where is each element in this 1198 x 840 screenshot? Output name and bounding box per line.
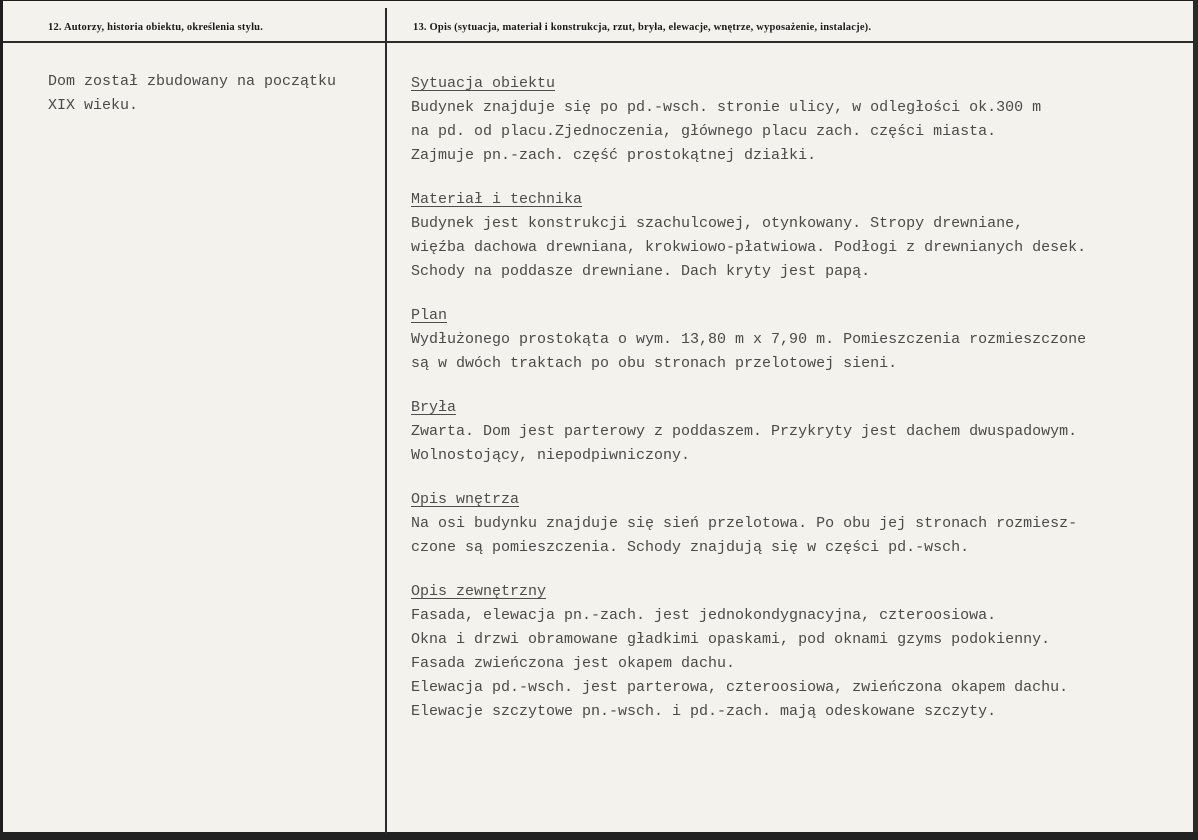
scan-edge-left — [0, 0, 3, 840]
section-line: więźba dachowa drewniana, krokwiowo-płatwiowa. Podłogi z drewnianych desek. — [411, 239, 1087, 256]
field-12-line: Dom został zbudowany na początku — [48, 73, 337, 90]
section-line: są w dwóch traktach po obu stronach przelotowej sieni. — [411, 355, 898, 372]
section-plan — [411, 304, 1191, 376]
section-mass — [411, 396, 1191, 468]
field-13-heading: 13. Opis (sytuacja, materiał i konstrukcja, rzut, bryła, elewacje, wnętrze, wyposażenie, instalacje). — [413, 22, 872, 33]
section-heading: Sytuacja obiektu — [411, 75, 556, 92]
section-line: Fasada, elewacja pn.-zach. jest jednokondygnacyjna, czteroosiowa. — [411, 607, 997, 624]
section-line: Elewacje szczytowe pn.-wsch. i pd.-zach. mają odeskowane szczyty. — [411, 703, 997, 720]
section-line: Elewacja pd.-wsch. jest parterowa, czteroosiowa, zwieńczona okapem dachu. — [411, 679, 1069, 696]
section-line: Wolnostojący, niepodpiwniczony. — [411, 447, 691, 464]
section-heading: Bryła — [411, 399, 457, 416]
section-line: Na osi budynku znajduje się sień przelotowa. Po obu jej stronach rozmiesz- — [411, 515, 1078, 532]
section-situation — [411, 72, 1191, 168]
section-line: na pd. od placu.Zjednoczenia, głównego placu zach. części miasta. — [411, 123, 997, 140]
field-12-text — [48, 70, 336, 118]
field-12-line: XIX wieku. — [48, 97, 139, 114]
section-line: Schody na poddasze drewniane. Dach kryty jest papą. — [411, 263, 871, 280]
section-line: Okna i drzwi obramowane gładkimi opaskami, pod oknami gzyms podokienny. — [411, 631, 1051, 648]
section-line: Budynek znajduje się po pd.-wsch. stronie ulicy, w odległości ok.300 m — [411, 99, 1042, 116]
section-line: czone są pomieszczenia. Schody znajdują się w części pd.-wsch. — [411, 539, 970, 556]
scan-edge-bottom — [0, 832, 1198, 840]
section-line: Zwarta. Dom jest parterowy z poddaszem. Przykryty jest dachem dwuspadowym. — [411, 423, 1078, 440]
section-material — [411, 188, 1191, 284]
scan-edge-right — [1193, 0, 1198, 840]
section-line: Budynek jest konstrukcji szachulcowej, otynkowany. Stropy drewniane, — [411, 215, 1024, 232]
section-line: Wydłużonego prostokąta o wym. 13,80 m x 7,90 m. Pomieszczenia rozmieszczone — [411, 331, 1087, 348]
field-13-text — [411, 72, 1191, 744]
section-heading: Opis wnętrza — [411, 491, 520, 508]
section-heading: Plan — [411, 307, 448, 324]
section-heading: Materiał i technika — [411, 191, 583, 208]
field-12-heading: 12. Autorzy, historia obiektu, określenia stylu. — [48, 22, 264, 33]
section-exterior — [411, 580, 1191, 724]
header-rule — [3, 41, 1195, 43]
section-interior — [411, 488, 1191, 560]
section-line: Fasada zwieńczona jest okapem dachu. — [411, 655, 736, 672]
section-heading: Opis zewnętrzny — [411, 583, 547, 600]
column-divider — [385, 8, 387, 834]
section-line: Zajmuje pn.-zach. część prostokątnej działki. — [411, 147, 817, 164]
